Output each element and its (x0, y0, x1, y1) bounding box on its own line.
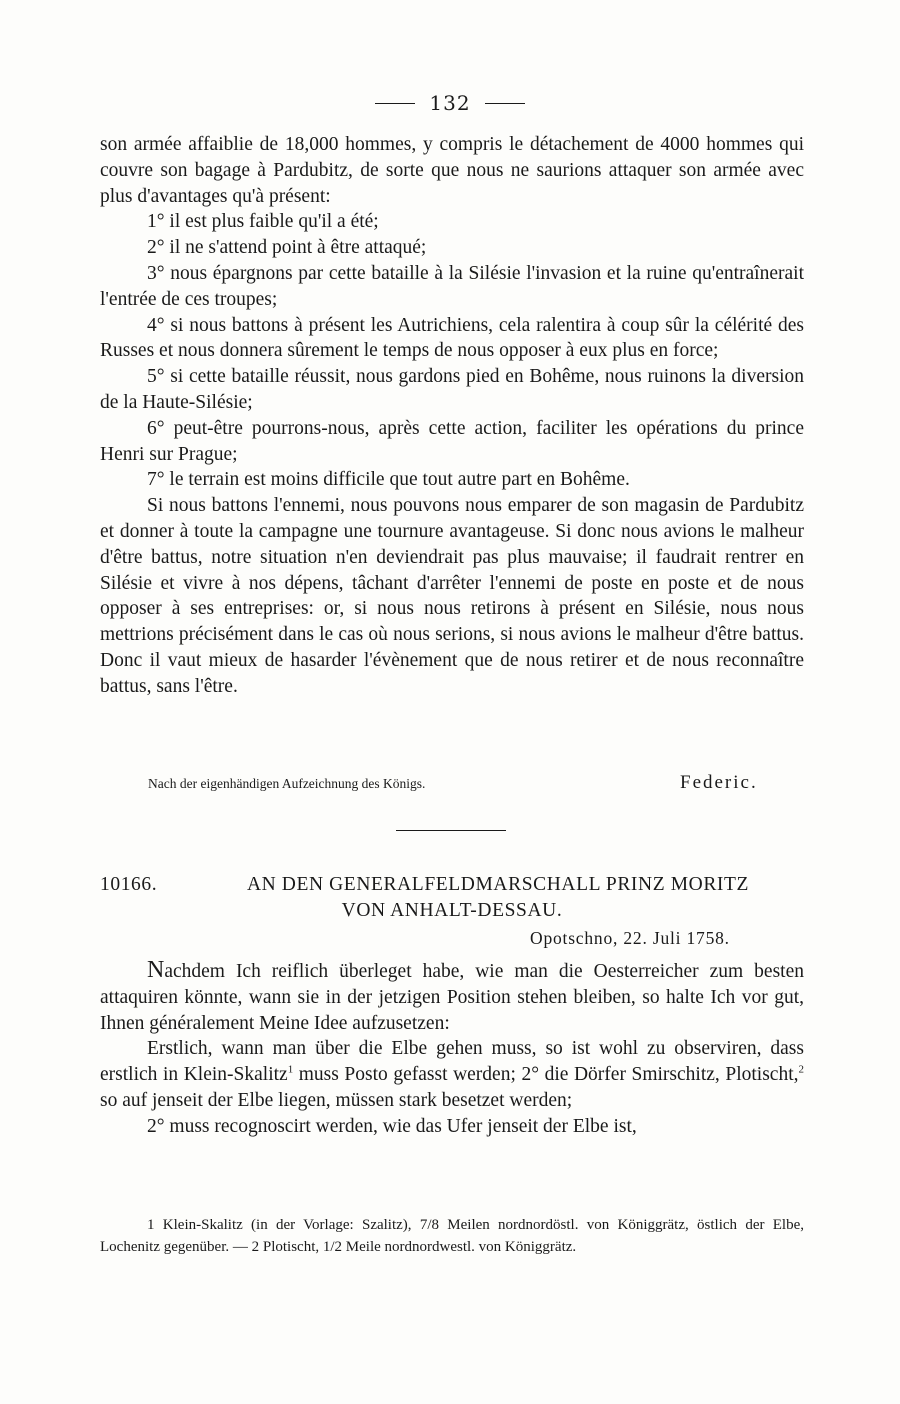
paragraph-text: Erstlich, wann man über die Elbe gehen muss, so ist wohl zu observiren, dass erstlich in Klein-Skalitz (100, 1038, 804, 1086)
paragraph: 2° muss recognoscirt werden, wie das Ufer jenseit der Elbe ist, (147, 1115, 637, 1137)
paragraph (100, 1036, 804, 1113)
paragraph: son armée affaiblie de 18,000 hommes, y compris le détachement de 4000 hommes qui couvre son bagage à Pardubitz, de sorte que nous ne saurions attaquer son armée avec plus d'avantages qu'à présent: (100, 134, 804, 207)
section-divider (396, 830, 506, 831)
letter-number: 10166. (100, 874, 158, 895)
header-rule-right (485, 103, 525, 104)
list-item: 5° si cette bataille réussit, nous gardons pied en Bohême, nous ruinons la diversion de la Haute-Silésie; (100, 366, 804, 413)
letter-title-line1: AN DEN GENERALFELDMARSCHALL PRINZ MORITZ (246, 874, 750, 895)
letter-text (100, 958, 804, 1140)
list-item: 3° nous épargnons par cette bataille à la Silésie l'invasion et la ruine qu'entraînerait l'entrée de ces troupes; (100, 262, 804, 310)
page-number: 132 (429, 91, 471, 115)
paragraph: Si nous battons l'ennemi, nous pouvons nous emparer de son magasin de Pardubitz et donner à toute la campagne une tournure avantageuse. Si donc nous avions le malheur d'être battus, notre situation n'en deviendrait pas plus mauvaise; il faudrait rentrer en Silésie et vivre à nos dépens, tâchant d'arrêter l'ennemi de poste en poste et de nous opposer à ses entreprises: or, si nous nous retirons à présent en Silésie, nous nous mettrions précisément dans le cas où nous serions, si nous avions le malheur d'être battus. Donc il vaut mieux de hasarder l'évènement que de nous retirer et de nous reconnaître battus, sans l'être. (100, 495, 804, 697)
list-item: 4° si nous battons à présent les Autrichiens, cela ralentira à coup sûr la célérité des Russes et nous donnera sûrement le temps de nous opposer à eux plus en force; (100, 314, 804, 362)
dateline: Opotschno, 22. Juli 1758. (530, 928, 730, 948)
list-item: 2° il ne s'attend point à être attaqué; (147, 237, 427, 259)
footnote-ref[interactable]: 2 (798, 1063, 804, 1076)
signature: Federic. (680, 772, 758, 793)
paragraph-text: muss Posto gefasst werden; 2° die Dörfer Smirschitz, Plotischt, (293, 1064, 799, 1086)
list-item: 1° il est plus faible qu'il a été; (147, 211, 379, 233)
paragraph (100, 958, 804, 1036)
letter-title-line2: VON ANHALT-DESSAU. (341, 900, 563, 921)
list-item: 6° peut-être pourrons-nous, après cette action, faciliter les opérations du prince Henri sur Prague; (100, 417, 804, 465)
page-header (0, 88, 900, 118)
paragraph-text: so auf jenseit der Elbe liegen, müssen stark besetzet werden; (100, 1089, 573, 1111)
letter-heading (100, 872, 804, 924)
list-item: 7° le terrain est moins difficile que tout autre part en Bohême. (147, 469, 630, 491)
continued-text (100, 132, 804, 700)
source-note: Nach der eigenhändigen Aufzeichnung des Königs. (148, 776, 426, 791)
footnote-ref[interactable]: 1 (287, 1063, 294, 1076)
footnotes (100, 1214, 804, 1258)
initial-letter: N (147, 957, 165, 983)
footnote-text: 1 Klein-Skalitz (in der Vorlage: Szalitz), 7/8 Meilen nordnordöstl. von Königgrätz, östlich der Elbe, Lochenitz gegenüber. — 2 Plotischt, 1/2 Meile nordnordwestl. von Königgrätz. (100, 1217, 804, 1255)
paragraph-text: achdem Ich reiflich überleget habe, wie man die Oesterreicher zum besten attaquiren könnte, wann sie in der jetzigen Position stehen bleiben, so halte Ich vor gut, Ihnen généralement Meine Idee aufzusetzen: (100, 961, 804, 1034)
header-rule-left (375, 103, 415, 104)
